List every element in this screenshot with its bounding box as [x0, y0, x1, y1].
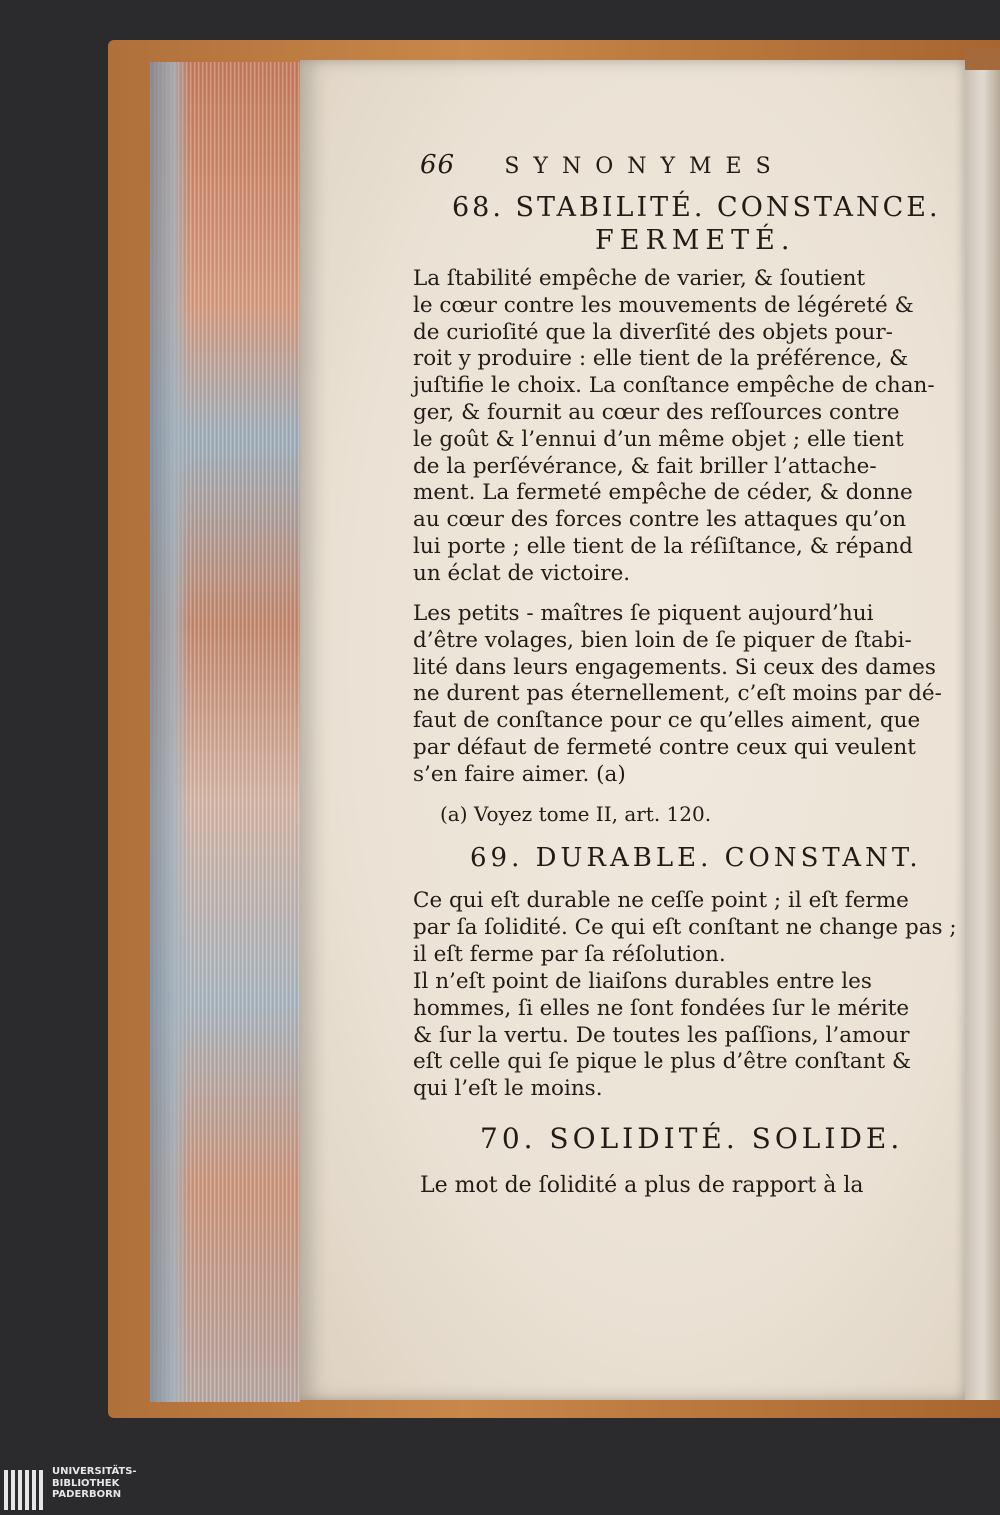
article-69-paragraph-1 — [413, 888, 957, 968]
text-line: Le mot de ſolidité a plus de rapport à la — [420, 1173, 864, 1198]
library-logo-icon — [4, 1470, 48, 1510]
text-line: Ce qui eſt durable ne ceſſe point ; il eſt ferme — [413, 888, 909, 913]
text-line: ger, & fournit au cœur des reſſources contre — [413, 399, 900, 425]
text-line: roit y produire : elle tient de la préférence, & — [413, 346, 909, 372]
article-69-heading: 69. DURABLE. CONSTANT. — [470, 843, 922, 873]
text-line: hommes, ſi elles ne ſont fondées ſur le mérite — [413, 995, 910, 1021]
running-title: SYNONYMES — [504, 154, 785, 179]
text-line: au cœur des forces contre les attaques qu’on — [413, 507, 907, 533]
text-line: lité dans leurs engagements. Si ceux des dames — [413, 654, 936, 680]
text-line: lui porte ; elle tient de la réſiſtance, & répand — [413, 533, 913, 559]
footnote: (a) Voyez tome II, art. 120. — [440, 802, 712, 826]
article-68-paragraph-1 — [413, 266, 935, 588]
facing-page-edge — [965, 48, 1000, 1400]
article-68-paragraph-2 — [413, 601, 942, 789]
article-70-heading: 70. SOLIDITÉ. SOLIDE. — [480, 1122, 904, 1155]
text-line: qui l’eſt le moins. — [413, 1076, 603, 1102]
text-line: s’en faire aimer. (a) — [413, 761, 626, 787]
page-header — [420, 150, 785, 180]
page-number: 66 — [420, 150, 456, 180]
text-line: La ſtabilité empêche de varier, & ſoutient — [413, 266, 866, 291]
page-edges-shadow — [150, 62, 190, 1402]
text-line: juſtifie le choix. La conſtance empêche de chan- — [413, 373, 935, 399]
text-line: le goût & l’ennui d’un même objet ; elle tient — [413, 426, 904, 452]
text-line: ment. La fermeté empêche de céder, & donne — [413, 480, 913, 506]
text-line: Il n’eſt point de liaiſons durables entre les — [413, 969, 872, 994]
library-name-line: BIBLIOTHEK — [52, 1477, 120, 1489]
text-line: de la perſévérance, & fait briller l’attache- — [413, 453, 877, 479]
text-line: le cœur contre les mouvements de légéreté & — [413, 292, 914, 318]
library-name — [52, 1466, 137, 1501]
text-line: ne durent pas éternellement, c’eſt moins par dé- — [413, 681, 942, 707]
text-line: un éclat de victoire. — [413, 560, 631, 586]
text-line: par ſa ſolidité. Ce qui eſt conſtant ne change pas ; — [413, 914, 957, 940]
library-footer — [0, 1466, 1000, 1515]
text-line: d’être volages, bien loin de ſe piquer de ſtabi- — [413, 627, 912, 653]
text-line: par défaut de fermeté contre ceux qui veulent — [413, 734, 916, 760]
cover-corner — [965, 48, 1000, 70]
text-line: Les petits - maîtres ſe piquent aujourd’hui — [413, 601, 874, 626]
library-name-line: PADERBORN — [52, 1489, 122, 1500]
article-68-heading-cont: FERMETÉ. — [595, 225, 796, 256]
text-line: il eſt ferme par ſa réſolution. — [413, 941, 726, 967]
article-70-paragraph-1 — [420, 1173, 864, 1200]
text-line: de curioſité que la diverſité des objets pour- — [413, 319, 893, 345]
text-line: & ſur la vertu. De toutes les paſſions, l’amour — [413, 1022, 910, 1048]
article-69-paragraph-2 — [413, 969, 911, 1103]
text-line: faut de conſtance pour ce qu’elles aiment, que — [413, 708, 921, 734]
library-name-line: UNIVERSITÄTS- — [52, 1466, 137, 1477]
text-line: eſt celle qui ſe pique le plus d’être conſtant & — [413, 1049, 912, 1075]
article-68-heading: 68. STABILITÉ. CONSTANCE. — [452, 192, 941, 223]
